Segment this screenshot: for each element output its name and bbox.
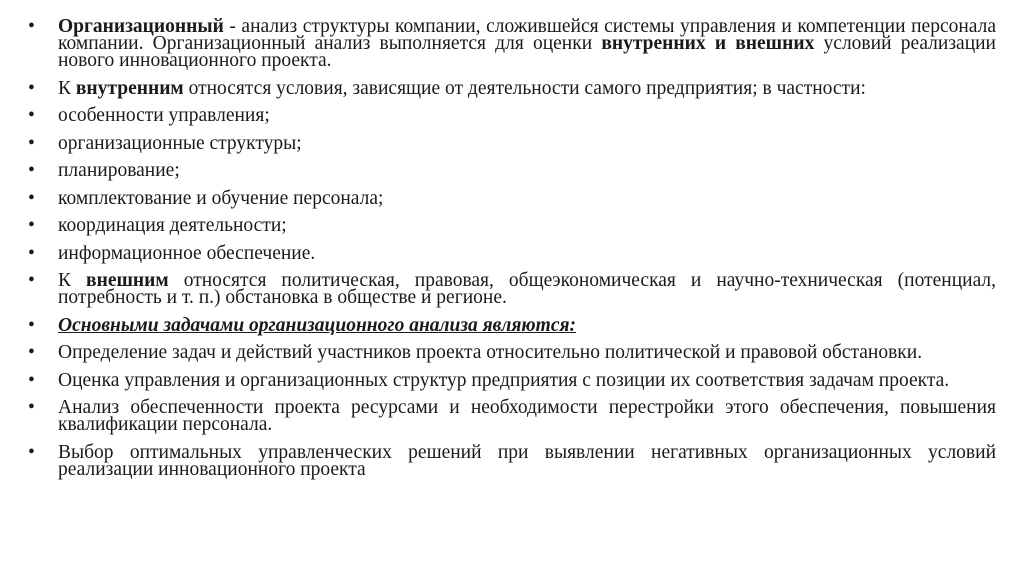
bullet-list — [28, 18, 996, 478]
body-text: организационные структуры; — [58, 132, 302, 154]
emphasis-text: внешним — [86, 270, 169, 291]
bullet-dot-icon: • — [28, 270, 35, 291]
bullet-item — [28, 344, 996, 361]
slide-content — [28, 18, 996, 488]
bullet-dot-icon: • — [28, 16, 35, 37]
bullet-item — [28, 272, 996, 306]
emphasis-text: Основными задачами организационного анализа являются: — [58, 314, 577, 336]
bullet-item — [28, 217, 996, 234]
emphasis-text: внутренним — [75, 77, 184, 99]
bullet-item — [28, 132, 996, 154]
body-text: комплектование и обучение персонала; — [58, 187, 384, 209]
body-text: относятся условия, зависящие от деятельности самого предприятия; в частности: — [183, 77, 866, 99]
bullet-item — [28, 369, 996, 391]
emphasis-text: внутренних и внешних — [601, 33, 815, 54]
bullet-dot-icon: • — [28, 160, 35, 181]
bullet-dot-icon: • — [28, 314, 35, 336]
bullet-dot-icon: • — [28, 441, 35, 463]
bullet-item — [28, 107, 996, 124]
body-text: - анализ структуры компании, сложившейся системы управления и компетенции персонала компании. Организационный анализ выполняется для оценки — [58, 16, 996, 54]
bullet-item — [28, 187, 996, 209]
bullet-item — [28, 399, 996, 433]
body-text: Выбор оптимальных управленческих решений при выявлении негативных организационных условий реализации инновационного проекта — [58, 441, 996, 480]
bullet-dot-icon: • — [28, 132, 35, 154]
bullet-item — [28, 162, 996, 179]
bullet-dot-icon: • — [28, 187, 35, 209]
bullet-item — [28, 242, 996, 264]
body-text: условий реализации нового инновационного проекта. — [58, 33, 996, 71]
bullet-dot-icon: • — [28, 369, 35, 391]
bullet-dot-icon: • — [28, 77, 35, 99]
bullet-item — [28, 314, 996, 336]
bullet-dot-icon: • — [28, 342, 35, 363]
bullet-dot-icon: • — [28, 397, 35, 418]
bullet-dot-icon: • — [28, 215, 35, 236]
bullet-dot-icon: • — [28, 242, 35, 264]
bullet-dot-icon: • — [28, 105, 35, 126]
body-text: Анализ обеспеченности проекта ресурсами и необходимости перестройки этого обеспечения, повышения квалификации персонала. — [58, 397, 996, 435]
body-text: планирование; — [58, 160, 180, 181]
body-text: К — [58, 77, 76, 99]
body-text: координация деятельности; — [58, 215, 287, 236]
emphasis-text: Организационный — [58, 16, 224, 37]
bullet-item — [28, 18, 996, 69]
bullet-item — [28, 77, 996, 99]
body-text: относятся политическая, правовая, общеэкономическая и научно-техническая (потенциал, потребность и т. п.) обстановка в обществе и регионе. — [58, 270, 997, 308]
body-text: особенности управления; — [58, 105, 270, 126]
body-text: К — [58, 270, 87, 291]
body-text: информационное обеспечение. — [58, 242, 316, 264]
bullet-item — [28, 441, 996, 480]
body-text: Оценка управления и организационных структур предприятия с позиции их соответствия задачам проекта. — [58, 369, 950, 391]
body-text: Определение задач и действий участников проекта относительно политической и правовой обстановки. — [58, 342, 923, 363]
